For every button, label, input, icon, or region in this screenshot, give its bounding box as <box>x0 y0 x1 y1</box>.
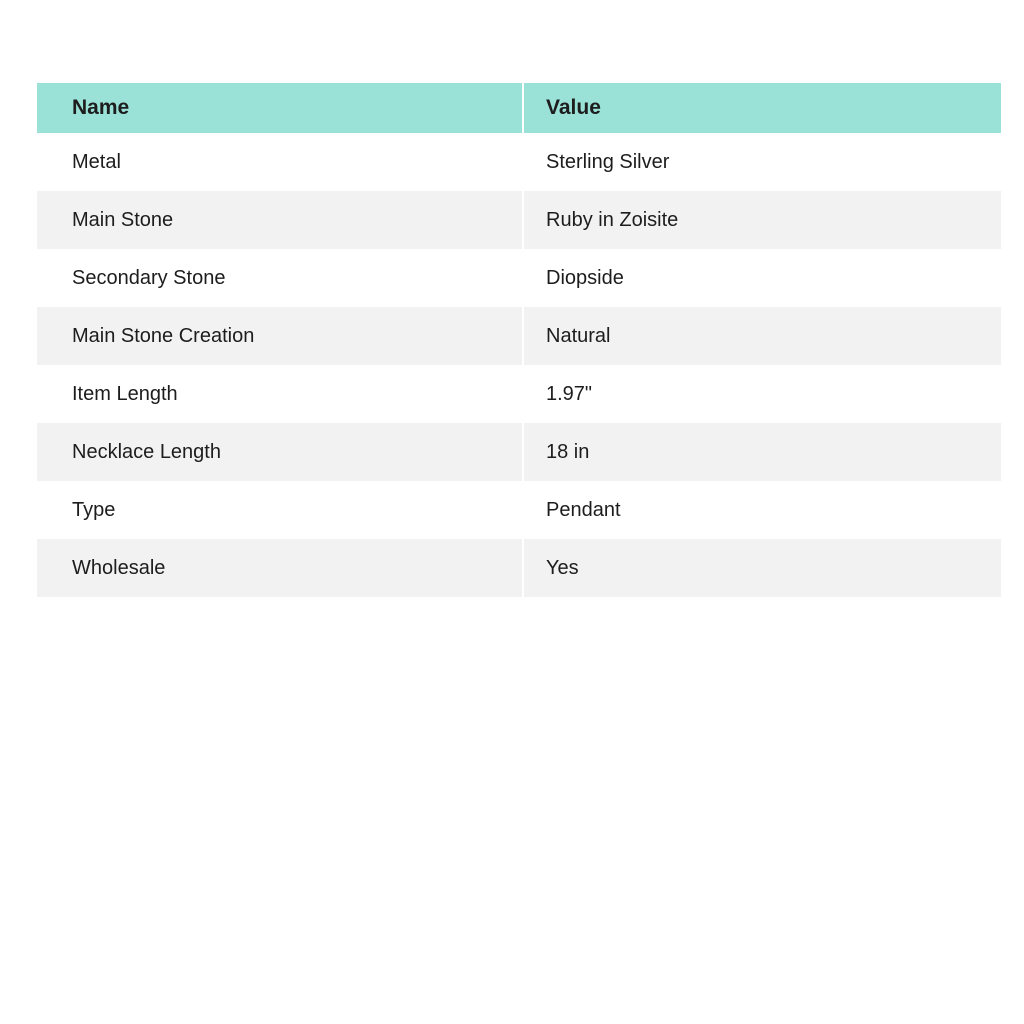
spec-name: Type <box>72 498 116 521</box>
table-row <box>37 133 1001 191</box>
spec-name: Wholesale <box>37 539 523 597</box>
table-row <box>37 481 1001 539</box>
column-header-name: Name <box>37 83 523 133</box>
table-row <box>37 191 1001 249</box>
table-header-row <box>37 83 1001 133</box>
spec-value: Diopside <box>523 249 1001 307</box>
spec-value: 18 in <box>523 423 1001 481</box>
table-row <box>37 423 1001 481</box>
spec-value: Yes <box>523 539 1001 597</box>
spec-value: Pendant <box>523 481 1001 539</box>
spec-name: Item Length <box>72 382 178 405</box>
spec-value: Ruby in Zoisite <box>523 191 1001 249</box>
spec-name: Secondary Stone <box>72 266 226 289</box>
column-header-value: Value <box>523 83 1001 133</box>
spec-name: Main Stone <box>37 191 523 249</box>
spec-value: 1.97" <box>523 365 1001 423</box>
table-row <box>37 307 1001 365</box>
product-specs-table-container <box>37 83 1001 597</box>
spec-name: Main Stone Creation <box>37 307 523 365</box>
table-row <box>37 539 1001 597</box>
spec-value: Sterling Silver <box>523 133 1001 191</box>
table-row <box>37 365 1001 423</box>
product-specs-table <box>37 83 1001 597</box>
spec-name: Necklace Length <box>37 423 523 481</box>
table-row <box>37 249 1001 307</box>
spec-value: Natural <box>523 307 1001 365</box>
spec-name: Metal <box>72 150 121 173</box>
